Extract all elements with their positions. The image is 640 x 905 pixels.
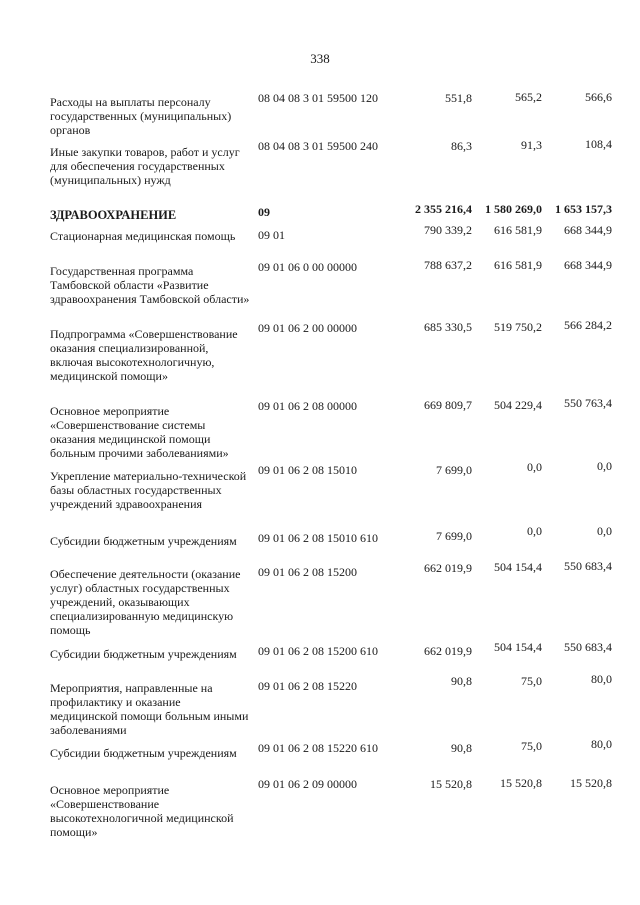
row-code: 09 01 06 2 08 15010 xyxy=(258,463,357,477)
row-name: Укрепление материально-технической базы областных государственных учреждений здравоохранения xyxy=(50,469,247,511)
row-code: 08 04 08 3 01 59500 240 xyxy=(258,139,378,153)
row-code: 09 01 06 2 08 15200 610 xyxy=(258,644,378,658)
row-name: Мероприятия, направленные на профилактику и оказание медицинской помощи больным иными заболеваниями xyxy=(50,681,249,737)
row-name: Основное мероприятие «Совершенствование высокотехнологичной медицинской помощи» xyxy=(50,783,234,839)
row-name: Обеспечение деятельности (оказание услуг) областных государственных учреждений, оказывающих специализированную медицинскую помощь xyxy=(50,567,241,637)
value-col2: 1 580 269,0 xyxy=(485,202,542,216)
value-col3: 15 520,8 xyxy=(570,776,612,790)
row-name: Подпрограмма «Совершенствование оказания специализированной, включая высокотехнологичную, медицинской помощи» xyxy=(50,327,238,383)
value-col1: 669 809,7 xyxy=(424,398,472,412)
value-col3: 550 683,4 xyxy=(564,640,612,654)
value-col3: 550 683,4 xyxy=(564,559,612,573)
value-col1: 7 699,0 xyxy=(436,529,472,543)
value-col3: 0,0 xyxy=(597,459,612,473)
value-col3: 0,0 xyxy=(597,524,612,538)
value-col3: 80,0 xyxy=(591,672,612,686)
value-col2: 616 581,9 xyxy=(494,258,542,272)
value-col3: 550 763,4 xyxy=(564,396,612,410)
value-col1: 90,8 xyxy=(451,674,472,688)
value-col2: 504 154,4 xyxy=(494,560,542,574)
row-name: Субсидии бюджетным учреждениям xyxy=(50,746,237,760)
section-title: ЗДРАВООХРАНЕНИЕ xyxy=(50,208,177,222)
row-code: 09 01 06 2 08 00000 xyxy=(258,399,357,413)
value-col2: 75,0 xyxy=(521,739,542,753)
value-col1: 551,8 xyxy=(445,91,472,105)
row-name: Основное мероприятие «Совершенствование системы оказания медицинской помощи больным прочими заболеваниями» xyxy=(50,404,229,460)
row-name: Расходы на выплаты персоналу государственных (муниципальных) органов xyxy=(50,95,232,137)
value-col3: 668 344,9 xyxy=(564,258,612,272)
row-code: 08 04 08 3 01 59500 120 xyxy=(258,91,378,105)
value-col3: 566 284,2 xyxy=(564,318,612,332)
row-name: Иные закупки товаров, работ и услуг для обеспечения государственных (муниципальных) нужд xyxy=(50,145,240,187)
value-col1: 790 339,2 xyxy=(424,223,472,237)
value-col1: 7 699,0 xyxy=(436,463,472,477)
row-code: 09 01 06 2 08 15220 xyxy=(258,679,357,693)
value-col2: 91,3 xyxy=(521,138,542,152)
value-col1: 788 637,2 xyxy=(424,258,472,272)
value-col2: 0,0 xyxy=(527,524,542,538)
value-col3: 668 344,9 xyxy=(564,223,612,237)
value-col3: 566,6 xyxy=(585,90,612,104)
value-col1: 662 019,9 xyxy=(424,644,472,658)
row-name: Стационарная медицинская помощь xyxy=(50,229,236,243)
row-code: 09 xyxy=(258,205,270,219)
value-col2: 15 520,8 xyxy=(500,776,542,790)
page-number: 338 xyxy=(310,51,330,66)
row-code: 09 01 06 2 00 00000 xyxy=(258,321,357,335)
row-name: Субсидии бюджетным учреждениям xyxy=(50,534,237,548)
value-col1: 685 330,5 xyxy=(424,320,472,334)
row-code: 09 01 06 0 00 00000 xyxy=(258,260,357,274)
row-code: 09 01 xyxy=(258,228,285,242)
row-name: Государственная программа Тамбовской области «Развитие здравоохранения Тамбовской области» xyxy=(50,264,250,306)
value-col1: 662 019,9 xyxy=(424,561,472,575)
value-col3: 108,4 xyxy=(585,137,612,151)
value-col2: 519 750,2 xyxy=(494,320,542,334)
value-col1: 90,8 xyxy=(451,741,472,755)
row-code: 09 01 06 2 08 15200 xyxy=(258,565,357,579)
value-col2: 616 581,9 xyxy=(494,223,542,237)
value-col1: 15 520,8 xyxy=(430,777,472,791)
row-name: Субсидии бюджетным учреждениям xyxy=(50,647,237,661)
value-col2: 0,0 xyxy=(527,460,542,474)
value-col3: 80,0 xyxy=(591,737,612,751)
row-code: 09 01 06 2 08 15220 610 xyxy=(258,741,378,755)
value-col2: 565,2 xyxy=(515,90,542,104)
value-col1: 2 355 216,4 xyxy=(415,202,472,216)
value-col2: 504 229,4 xyxy=(494,398,542,412)
row-code: 09 01 06 2 08 15010 610 xyxy=(258,531,378,545)
value-col1: 86,3 xyxy=(451,139,472,153)
value-col2: 75,0 xyxy=(521,674,542,688)
row-code: 09 01 06 2 09 00000 xyxy=(258,777,357,791)
value-col2: 504 154,4 xyxy=(494,640,542,654)
value-col3: 1 653 157,3 xyxy=(555,202,612,216)
